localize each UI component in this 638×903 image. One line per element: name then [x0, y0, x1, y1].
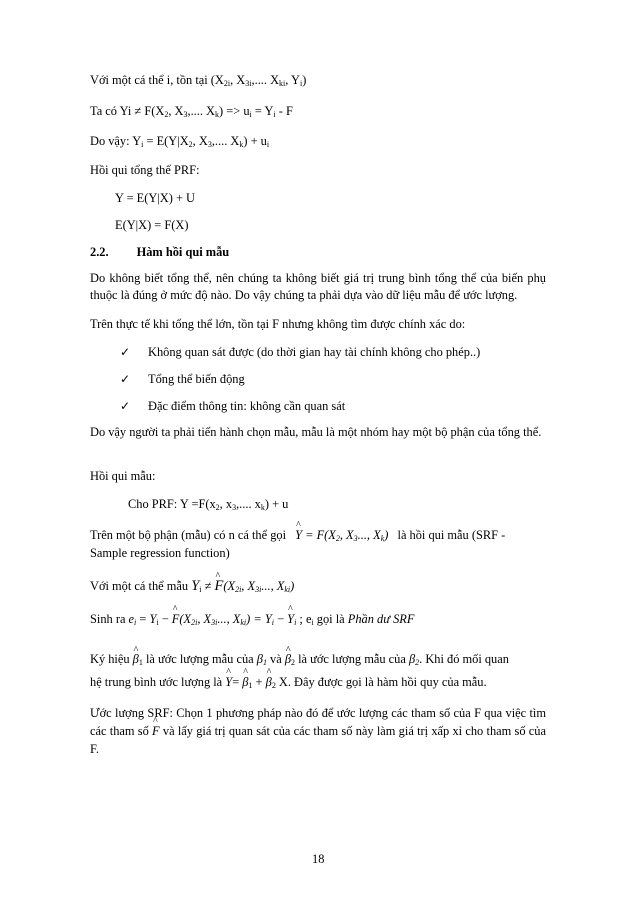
line-prf-heading: Hồi qui tổng thể PRF: [90, 163, 200, 177]
list-item: ✓ Đặc điểm thông tin: không cần quan sát [120, 399, 346, 413]
list-item: ✓ Tổng thể biến động [120, 372, 245, 386]
line-srf: Trên một bộ phận (mẫu) có n cá thể gọi ^ $Y = F(X_2$, $X_3$..., $X_k$) là hồi qui mẫu (SRF - [90, 527, 505, 543]
paragraph-reasons: Trên thực tế khi tổng thể lớn, tồn tại F nhưng không tìm được chính xác do: [90, 317, 466, 331]
line-individual: Với một cá thể i, tồn tại ($X_{2i}$, $X_{3i}$,.... $X_{ki}$, $Y_i$) [90, 73, 307, 88]
paragraph-intro: Do không biết tổng thể, nên chúng ta không biết giá trị trung bình tổng thể của biến phụ thuộc là đúng ở mức độ nào. Do vậy chúng ta phải dựa vào dữ liệu mẫu để ước lượng. [90, 271, 546, 302]
section-heading [90, 244, 229, 260]
line-ta-co: Ta có $Yi \ne F(X_2$, $X_3$,.... $X_k) => u_i = Y_i - F$ [90, 104, 293, 119]
checkmark-icon: ✓ [120, 372, 131, 386]
srf-formula: ^ $Y = F(X_2$, $X_3$..., $X_k$) [295, 527, 388, 543]
checkmark-icon: ✓ [120, 345, 131, 359]
line-do-vay: Do vậy: $Y_i = E(Y|X_2$, $X_3$,.... $X_k) + u_i$ [90, 134, 270, 149]
equation-prf-given: Cho PRF: $Y =F(x_2$, $x_3$,.... $x_k) + u$ [128, 497, 289, 512]
section-title: Hàm hồi qui mẫu [136, 245, 230, 259]
equation-prf: Y = E(Y|X) + U [115, 191, 196, 205]
section-number: 2.2. [90, 245, 109, 259]
paragraph-estimation: Ước lượng SRF: Chọn 1 phương pháp nào đó để ước lượng các tham số của F qua việc tìm các tham số ^ F và lấy giá trị quan sát của các tham số này làm giá trị xấp xỉ cho tham số của F. [90, 704, 546, 758]
checkmark-icon: ✓ [120, 399, 131, 413]
list-item: ✓ Không quan sát được (do thời gian hay tài chính không cho phép..) [120, 345, 481, 359]
line-notation-continued: hệ trung bình ước lượng là ^ Y= ^ $\beta_1$ + ^ $\beta_2$ X. Đây được gọi là hàm hồi quy của mẫu. [90, 674, 487, 690]
line-sample-individual: Với một cá thể mẫu $Y_i$ ≠ ^ $F(X_{2i}$, $X_{3i}$..., $X_{ki}$) [90, 578, 294, 594]
line-srf-continued: Sample regression function) [90, 546, 230, 560]
page-number: 18 [312, 852, 325, 866]
equation-conditional-mean: E(Y|X) = F(X) [115, 218, 189, 232]
line-sample-regression: Hồi qui mẫu: [90, 469, 156, 483]
line-notation: Ký hiệu ^ $\beta_1$ là ước lượng mẫu của $\beta_1$ và ^ $\beta_2$ là ước lượng mẫu của $\beta_2$. Khi đó mối quan [90, 651, 546, 668]
line-residual: Sinh ra $e_i = Y_i$ − ^ $F(X_{2i}$, $X_{3i}$..., $X_{ki}) = Y_i$ − ^ $Y_i$ ; $e_i$ gọi là Phần dư SRF [90, 611, 414, 627]
paragraph-sampling: Do vậy người ta phải tiến hành chọn mẫu, mẫu là một nhóm hay một bộ phận của tổng thể. [90, 425, 542, 439]
